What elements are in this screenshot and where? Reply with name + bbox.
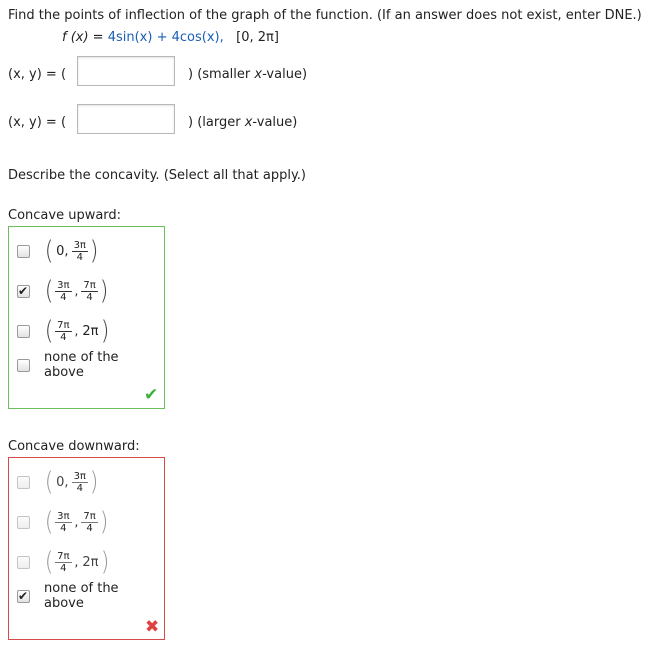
checkbox[interactable]: [17, 516, 30, 529]
concave-upward-label: Concave upward:: [8, 208, 122, 223]
option-label: none of the above: [44, 350, 119, 380]
function-lhs: f (x): [62, 30, 89, 45]
checkmark-icon: ✔: [144, 385, 159, 405]
checkbox[interactable]: [17, 556, 30, 569]
checkmark-icon: ✔: [18, 283, 29, 298]
concave-upward-group: [8, 226, 165, 409]
question-prompt: Find the points of inflection of the graph of the function. (If an answer does not exist, enter DNE.): [8, 8, 642, 23]
option-label: none of the above: [44, 581, 119, 611]
upward-option-0-3pi4[interactable]: ( 0, $\frac{3\pi}{4}$ ): [17, 231, 162, 271]
answer-hint-2: ) (larger x-value): [188, 115, 298, 130]
inflection-point-larger-input[interactable]: [77, 104, 175, 134]
downward-option-7pi4-2pi[interactable]: ( $\frac{7\pi}{4}$ , 2π ): [17, 542, 162, 582]
concave-downward-group: [8, 457, 165, 640]
checkbox-checked[interactable]: [17, 285, 30, 298]
checkbox[interactable]: [17, 359, 30, 372]
checkbox[interactable]: [17, 325, 30, 338]
answer-hint-1: ) (smaller x-value): [188, 67, 308, 82]
downward-option-none[interactable]: [17, 582, 162, 610]
downward-option-0-3pi4[interactable]: ( 0, $\frac{3\pi}{4}$ ): [17, 462, 162, 502]
answer-label-1: (x, y) = (: [8, 67, 67, 82]
checkmark-icon: ✔: [18, 588, 29, 603]
checkbox-checked[interactable]: [17, 590, 30, 603]
concave-downward-label: Concave downward:: [8, 439, 140, 454]
upward-option-3pi4-7pi4[interactable]: ✔ ( $\frac{3\pi}{4}$ , $\frac{7\pi}{4}$ ): [18, 276, 109, 306]
function-rhs: 4sin(x) + 4cos(x),: [107, 30, 224, 45]
answer-label-2: (x, y) = (: [8, 115, 67, 130]
upward-option-none[interactable]: [17, 351, 162, 379]
cross-icon: ✖: [145, 617, 160, 637]
function-interval: [0, 2π]: [236, 30, 279, 45]
concavity-prompt: Describe the concavity. (Select all that apply.): [8, 168, 306, 183]
upward-option-7pi4-2pi[interactable]: ( $\frac{7\pi}{4}$ , 2π ): [17, 311, 162, 351]
function-definition: [62, 30, 279, 45]
downward-option-3pi4-7pi4[interactable]: ( $\frac{3\pi}{4}$ , $\frac{7\pi}{4}$ ): [17, 502, 162, 542]
function-equals: =: [88, 30, 108, 45]
checkbox[interactable]: [17, 476, 30, 489]
inflection-point-smaller-input[interactable]: [77, 56, 175, 86]
checkbox[interactable]: [17, 245, 30, 258]
